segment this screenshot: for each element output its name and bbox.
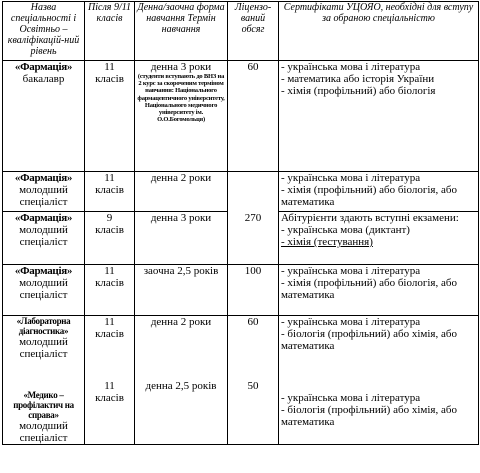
form-text: денна 2 роки xyxy=(150,316,212,328)
form-text: денна 3 роки xyxy=(150,61,212,73)
table-row xyxy=(3,61,479,172)
volume-value: 50 xyxy=(247,380,259,392)
form-cell: денна 2 роки xyxy=(135,172,228,212)
after-cell xyxy=(85,61,135,172)
spacer xyxy=(137,328,225,380)
specialty-name: «Фармація» xyxy=(14,172,73,184)
requirement-item: - хімія (профільний) або біологія, або математика xyxy=(281,277,457,301)
specialty-name: «Фармація» xyxy=(14,212,73,224)
requirements-cell xyxy=(279,265,479,316)
requirement-item: - біологія (профільний) або хімія, або математика xyxy=(281,404,457,428)
after-number: 11 xyxy=(104,380,115,392)
spacer xyxy=(5,360,82,390)
header-volume: Ліцензо-ваний обсяг xyxy=(228,2,279,61)
header-after: Після 9/11 класів xyxy=(85,2,135,61)
volume-value: 60 xyxy=(247,316,259,328)
after-number: 11 xyxy=(104,265,115,277)
after-number: 11 xyxy=(104,61,115,73)
form-cell: денна 3 роки xyxy=(135,212,228,265)
requirement-item: - українська мова і література xyxy=(281,392,421,404)
after-number: 11 xyxy=(104,316,115,328)
specialty-level: бакалавр xyxy=(22,73,65,85)
form-note: (студенти вступають до ВНЗ на 2 курс за скороченим терміном навчання: Національного фармацевтичного університету, Національного медичного університету ім. О.О.Богомольця) xyxy=(137,73,225,124)
requirement-item: - українська мова (диктант) xyxy=(281,224,410,236)
volume-cell: 270 xyxy=(228,172,279,265)
header-certificates: Сертифікати УЦОЯО, необхідні для вступу за обраною спеціальністю xyxy=(279,2,479,61)
volume-cell: 60 xyxy=(228,61,279,172)
after-word: класів xyxy=(95,328,124,340)
after-number: 11 xyxy=(104,172,115,184)
specialty-name: «Лабораторна діагностика» xyxy=(16,316,71,336)
after-word: класів xyxy=(95,224,124,236)
specialty-level: молодший спеціаліст xyxy=(19,336,68,360)
requirements-cell xyxy=(279,316,479,445)
specialty-name: «Фармація» xyxy=(14,265,73,277)
requirement-item: - українська мова і література xyxy=(281,265,421,277)
requirement-intro: Абітурієнти здають вступні екзамени: xyxy=(281,212,459,224)
specialty-level: молодший спеціаліст xyxy=(19,277,68,301)
specialty-level: молодший спеціаліст xyxy=(19,420,68,444)
admissions-table xyxy=(2,1,479,445)
form-cell xyxy=(135,316,228,445)
header-specialty: Назва спеціальності і Освітньо – кваліфікацій-ний рівень xyxy=(3,2,85,61)
header-row xyxy=(3,2,479,61)
requirement-item: - хімія (профільний) або біологія, або математика xyxy=(281,184,457,208)
specialty-name: «Медико – профілактич на справа» xyxy=(13,390,74,420)
specialty-cell xyxy=(3,316,85,445)
after-cell xyxy=(85,316,135,445)
specialty-name: «Фармація» xyxy=(14,61,73,73)
table-row xyxy=(3,172,479,212)
requirement-item: - математика або історія України xyxy=(281,73,435,85)
volume-cell: 100 xyxy=(228,265,279,316)
spacer xyxy=(281,352,476,392)
form-cell: заочна 2,5 років xyxy=(135,265,228,316)
after-word: класів xyxy=(95,184,124,196)
after-cell xyxy=(85,212,135,265)
requirements-cell xyxy=(279,172,479,212)
specialty-cell xyxy=(3,265,85,316)
requirement-item: - українська мова і література xyxy=(281,316,421,328)
after-word: класів xyxy=(95,392,124,404)
after-word: класів xyxy=(95,73,124,85)
after-word: класів xyxy=(95,277,124,289)
after-number: 9 xyxy=(106,212,113,224)
spacer xyxy=(87,340,132,380)
specialty-level: молодший спеціаліст xyxy=(19,184,68,208)
specialty-cell xyxy=(3,61,85,172)
table-row xyxy=(3,316,479,445)
form-text: денна 2,5 років xyxy=(145,380,217,392)
after-cell xyxy=(85,172,135,212)
form-cell xyxy=(135,61,228,172)
requirement-item: - хімія (профільний) або біологія xyxy=(281,85,436,97)
requirement-item: - українська мова і література xyxy=(281,172,421,184)
requirement-item: - хімія (тестування) xyxy=(281,236,373,248)
specialty-cell xyxy=(3,172,85,212)
volume-cell xyxy=(228,316,279,445)
specialty-level: молодший спеціаліст xyxy=(19,224,68,248)
requirements-cell xyxy=(279,61,479,172)
requirement-item: - українська мова і література xyxy=(281,61,421,73)
specialty-cell xyxy=(3,212,85,265)
spacer xyxy=(230,328,276,380)
header-form: Денна/заочна форма навчання Термін навчання xyxy=(135,2,228,61)
requirement-item: - біологія (профільний) або хімія, або математика xyxy=(281,328,457,352)
after-cell xyxy=(85,265,135,316)
requirements-cell xyxy=(279,212,479,265)
table-row xyxy=(3,265,479,316)
